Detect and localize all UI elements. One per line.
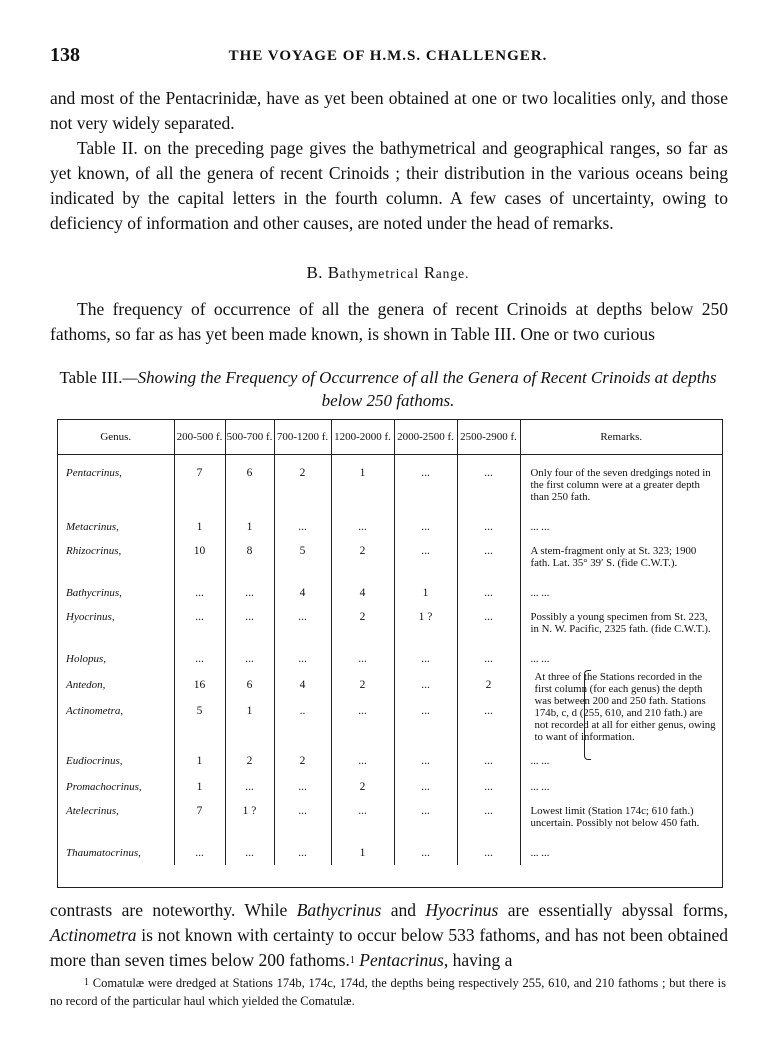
count-cell: ... xyxy=(331,793,394,835)
count-cell: ... xyxy=(225,769,274,793)
count-cell: .. xyxy=(274,693,331,743)
count-cell: 1 xyxy=(331,835,394,865)
footnote-mark: 1 xyxy=(84,977,89,988)
running-title: THE VOYAGE OF H.M.S. CHALLENGER. xyxy=(228,48,548,64)
page-header xyxy=(50,44,726,68)
count-cell: 5 xyxy=(274,533,331,575)
count-cell: 1 xyxy=(174,743,225,769)
count-cell: ... xyxy=(274,641,331,667)
count-cell: ... xyxy=(225,599,274,641)
count-cell: 7 xyxy=(174,793,225,835)
paragraph-2-text: Table II. on the preceding page gives the bathymetrical and geographical ranges, so far as yet known, of all the genera of recent Crinoids ; their distribution in the various oceans being indicated by the capital letters in the fourth column. A few cases of uncertainty, owing to deficiency of information and other causes, are noted under the head of remarks. xyxy=(50,138,728,233)
table-row xyxy=(58,743,722,769)
count-cell: ... xyxy=(274,769,331,793)
table-caption-text: —Showing the Frequency of Occurrence of all the Genera of Recent Crinoids at depths below 250 fathoms. xyxy=(122,368,717,410)
count-cell: ... xyxy=(225,835,274,865)
paragraph-3 xyxy=(50,297,728,347)
count-cell: 7 xyxy=(174,455,225,509)
table-row xyxy=(58,509,722,533)
count-cell: 4 xyxy=(274,575,331,599)
genus-cell: Thaumatocrinus, xyxy=(66,846,141,859)
header-500-700: 500-700 f. xyxy=(225,420,274,455)
count-cell: 2 xyxy=(274,455,331,509)
table-header-row xyxy=(58,420,722,455)
count-cell: 6 xyxy=(225,455,274,509)
count-cell: 2 xyxy=(457,667,520,693)
count-cell: ... xyxy=(274,509,331,533)
table-row xyxy=(58,641,722,667)
paragraph-3-text: The frequency of occurrence of all the genera of recent Crinoids at depths below 250 fathoms, so far as has yet been made known, is shown in Table III. One or two curious xyxy=(50,299,728,344)
count-cell: ... xyxy=(331,509,394,533)
count-cell: 4 xyxy=(274,667,331,693)
count-cell: ... xyxy=(174,575,225,599)
remarks-cell: ... ... xyxy=(520,769,722,793)
count-cell: ... xyxy=(394,667,457,693)
remarks-bracket xyxy=(584,670,591,760)
count-cell: ... xyxy=(457,693,520,743)
p4-genus-hyocrinus: Hyocrinus xyxy=(425,900,499,920)
header-genus: Genus. xyxy=(58,420,174,455)
header-1200-2000: 1200-2000 f. xyxy=(331,420,394,455)
remarks-cell: ... ... xyxy=(520,641,722,667)
count-cell: ... xyxy=(457,599,520,641)
paragraph-4-text xyxy=(50,898,728,973)
count-cell: ... xyxy=(394,693,457,743)
genus-cell: Pentacrinus, xyxy=(66,467,122,479)
count-cell: ... xyxy=(457,835,520,865)
genus-cell: Actinometra, xyxy=(66,704,124,717)
count-cell: ... xyxy=(457,641,520,667)
remarks-cell: Only four of the seven dredgings noted in the first column were at a greater depth than 250 fath. xyxy=(520,455,722,509)
bracket-remark-cell: At three of the Stations recorded in the first column (for each genus) the depth was between 200 and 250 fath. Stations 174b, c, d (255, 610, and 210 fath.) are not recorded at all for either genus, owing to want of information. xyxy=(520,667,722,743)
table-row xyxy=(58,533,722,575)
table-caption xyxy=(50,366,726,412)
count-cell: 8 xyxy=(225,533,274,575)
section-word-1 xyxy=(328,263,419,282)
p4-s2: and xyxy=(381,900,426,920)
count-cell: 10 xyxy=(174,533,225,575)
remarks-cell: ... ... xyxy=(520,575,722,599)
header-700-1200: 700-1200 f. xyxy=(274,420,331,455)
count-cell: ... xyxy=(331,641,394,667)
count-cell: 1 ? xyxy=(394,599,457,641)
genus-cell: Eudiocrinus, xyxy=(66,754,123,767)
count-cell: ... xyxy=(331,743,394,769)
page-number: 138 xyxy=(50,44,80,66)
table-row xyxy=(58,575,722,599)
p4-s6: , having a xyxy=(443,950,513,970)
genus-cell: Antedon, xyxy=(66,678,106,691)
footnote-text: Comatulæ were dredged at Stations 174b, 174c, 174d, the depths being respectively 255, 610, and 210 fathoms ; but there is no record of the particular haul which yielded the Comatulæ. xyxy=(50,976,726,1008)
header-remarks: Remarks. xyxy=(520,420,722,455)
remarks-cell: ... ... xyxy=(520,743,722,769)
frequency-table xyxy=(57,419,723,888)
remarks-cell: Lowest limit (Station 174c; 610 fath.) uncertain. Possibly not below 450 fath. xyxy=(520,793,722,835)
count-cell: 2 xyxy=(331,667,394,693)
p4-s3: are essentially abyssal forms, xyxy=(498,900,728,920)
count-cell: ... xyxy=(394,455,457,509)
footnote-ref: 1 xyxy=(349,955,355,966)
genus-cell: Bathycrinus, xyxy=(66,586,122,599)
table-row xyxy=(58,667,722,693)
p4-s4: is not known with certainty to occur below 533 fathoms, and has not been obtained more than seven times below 200 fathoms. xyxy=(50,925,728,970)
table-caption-label: Table III. xyxy=(59,368,123,387)
section-word-2-rest: ange. xyxy=(435,266,470,281)
remarks-cell: ... ... xyxy=(520,835,722,865)
count-cell: 4 xyxy=(331,575,394,599)
count-cell: ... xyxy=(394,509,457,533)
count-cell: 1 xyxy=(394,575,457,599)
table-row xyxy=(58,835,722,865)
table-row xyxy=(58,793,722,835)
count-cell: ... xyxy=(457,533,520,575)
p4-genus-actinometra: Actinometra xyxy=(50,925,137,945)
count-cell: ... xyxy=(274,835,331,865)
count-cell: ... xyxy=(331,693,394,743)
count-cell: ... xyxy=(457,509,520,533)
count-cell: ... xyxy=(457,455,520,509)
count-cell: ... xyxy=(225,575,274,599)
count-cell: 16 xyxy=(174,667,225,693)
paragraph-2 xyxy=(50,136,728,236)
header-2500-2900: 2500-2900 f. xyxy=(457,420,520,455)
genus-cell: Holopus, xyxy=(66,652,107,665)
header-2000-2500: 2000-2500 f. xyxy=(394,420,457,455)
genus-cell: Metacrinus, xyxy=(66,520,119,533)
p4-s1: contrasts are noteworthy. While xyxy=(50,900,297,920)
count-cell: ... xyxy=(457,575,520,599)
remarks-cell: A stem-fragment only at St. 323; 1900 fath. Lat. 35° 39′ S. (fide C.W.T.). xyxy=(520,533,722,575)
count-cell: 1 xyxy=(174,509,225,533)
table-row xyxy=(58,455,722,509)
count-cell: ... xyxy=(394,743,457,769)
p4-genus-pentacrinus: Pentacrinus xyxy=(359,950,444,970)
genus-cell: Promachocrinus, xyxy=(66,780,142,793)
section-word-1-initial: B xyxy=(327,263,340,282)
section-heading xyxy=(0,263,776,283)
paragraph-4 xyxy=(50,898,728,973)
count-cell: ... xyxy=(174,641,225,667)
count-cell: 2 xyxy=(331,533,394,575)
table-row xyxy=(58,599,722,641)
count-cell: 1 xyxy=(174,769,225,793)
table-body xyxy=(58,455,722,865)
remarks-cell: ... ... xyxy=(520,509,722,533)
footnote xyxy=(50,974,726,1010)
header-200-500: 200-500 f. xyxy=(174,420,225,455)
count-cell: ... xyxy=(174,599,225,641)
count-cell: ... xyxy=(225,641,274,667)
count-cell: ... xyxy=(457,743,520,769)
section-letter: B. xyxy=(306,263,324,282)
count-cell: 6 xyxy=(225,667,274,693)
count-cell: 1 xyxy=(225,509,274,533)
count-cell: 1 ? xyxy=(225,793,274,835)
count-cell: ... xyxy=(457,793,520,835)
paragraph-1-text: and most of the Pentacrinidæ, have as yet been obtained at one or two localities only, and those not very widely separated. xyxy=(50,88,728,133)
count-cell: ... xyxy=(457,769,520,793)
count-cell: ... xyxy=(394,793,457,835)
count-cell: 2 xyxy=(331,769,394,793)
count-cell: 2 xyxy=(331,599,394,641)
section-word-1-rest: athymetrical xyxy=(339,266,420,281)
paragraph-1 xyxy=(50,86,728,136)
section-word-2-initial: R xyxy=(423,263,436,282)
count-cell: ... xyxy=(394,533,457,575)
section-word-2 xyxy=(424,263,470,282)
count-cell: ... xyxy=(174,835,225,865)
p4-genus-bathycrinus: Bathycrinus xyxy=(296,900,382,920)
remarks-cell: Possibly a young specimen from St. 223, in N. W. Pacific, 2325 fath. (fide C.W.T.). xyxy=(520,599,722,641)
count-cell: ... xyxy=(274,793,331,835)
genus-cell: Rhizocrinus, xyxy=(66,544,122,557)
count-cell: ... xyxy=(274,599,331,641)
count-cell: 2 xyxy=(274,743,331,769)
count-cell: ... xyxy=(394,769,457,793)
count-cell: ... xyxy=(394,641,457,667)
genus-cell: Atelecrinus, xyxy=(66,804,119,817)
count-cell: 1 xyxy=(225,693,274,743)
count-cell: 5 xyxy=(174,693,225,743)
table-row xyxy=(58,769,722,793)
count-cell: ... xyxy=(394,835,457,865)
count-cell: 2 xyxy=(225,743,274,769)
count-cell: 1 xyxy=(331,455,394,509)
genus-cell: Hyocrinus, xyxy=(66,610,115,623)
